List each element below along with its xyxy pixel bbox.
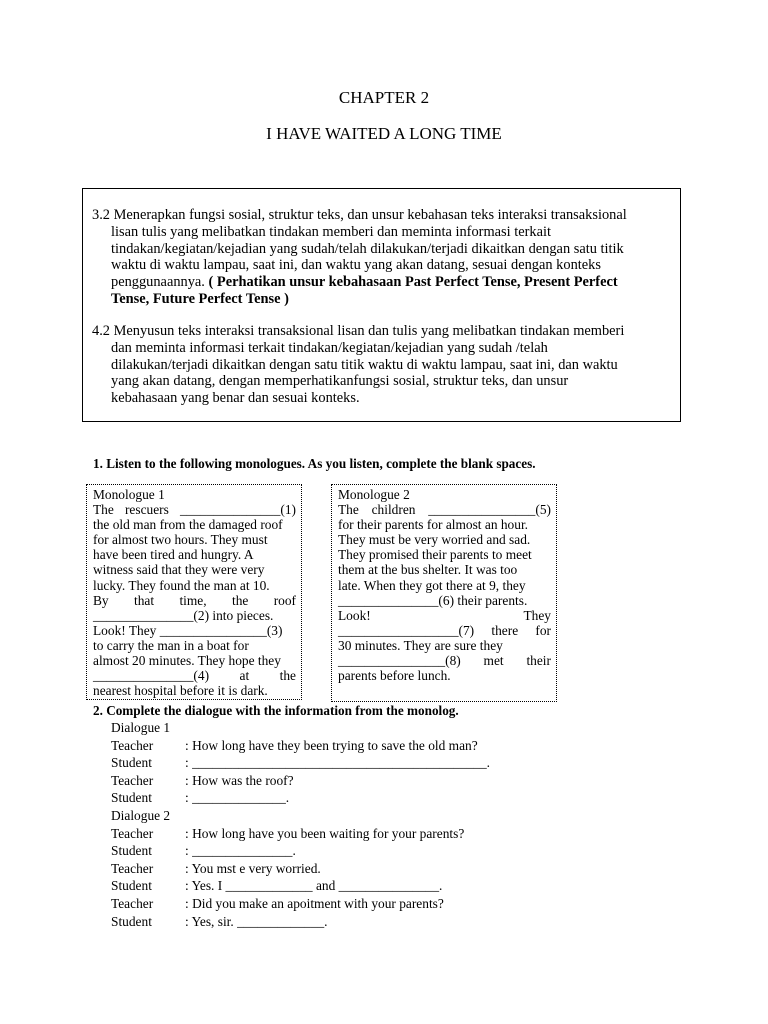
monologue-line: [93, 517, 296, 532]
monologue-1-box: [86, 484, 302, 700]
monologue-text: children: [371, 502, 416, 518]
monologue-line: [338, 653, 551, 668]
monologue-line: [338, 517, 551, 532]
monologue-text: witness said that they were very: [93, 562, 265, 578]
dialogue-line: : _______________.: [185, 843, 296, 859]
monologue-text: _______________(4): [93, 668, 210, 684]
monologue-text: _______________(1): [179, 502, 296, 518]
monologue-text: them at the bus shelter. It was too: [338, 562, 518, 578]
dialogue-line: : How long have they been trying to save the old man?: [185, 737, 478, 753]
kd-line: lisan tulis yang melibatkan tindakan memberi dan meminta informasi terkait: [111, 223, 551, 240]
page-title: I HAVE WAITED A LONG TIME: [266, 124, 502, 143]
monologue-line: [93, 608, 296, 623]
speaker-label: Student: [111, 843, 152, 859]
kd-line: tindakan/kegiatan/kejadian yang sudah/telah dilakukan/terjadi dikaitkan dengan satu titik: [111, 240, 624, 257]
dialogues: [111, 719, 531, 930]
kd-line: kebahasaan yang benar dan sesuai konteks.: [111, 390, 360, 407]
dialogue-line: : ____________________________________________.: [185, 755, 491, 771]
monologue-line: [93, 562, 296, 577]
speaker-label: Student: [111, 913, 152, 929]
monologue-text: nearest hospital before it is dark.: [93, 683, 268, 699]
monologue-text: have been tired and hungry. A: [93, 547, 254, 563]
monologue-text: They must be very worried and sad.: [338, 532, 531, 548]
monologue-text: that: [134, 592, 155, 608]
dialogue-row: [111, 789, 531, 807]
monologue-line: [338, 532, 551, 547]
monologue-text: _______________(6) their parents.: [338, 592, 528, 608]
monologue-line: [338, 638, 551, 653]
monologue-text: at: [239, 668, 250, 684]
kd-line: 4.2 Menyusun teks interaksi transaksional lisan dan tulis yang melibatkan tindakan memberi: [92, 323, 625, 339]
monologue-line: [93, 593, 296, 608]
monologue-line: [338, 502, 551, 517]
monologue-text: Look! They ________________(3): [93, 622, 283, 638]
speaker-label: Teacher: [111, 825, 154, 841]
section-1-heading: 1. Listen to the following monologues. As you listen, complete the blank spaces.: [93, 456, 536, 471]
speaker-label: Student: [111, 755, 152, 771]
monologue-text: ________________(5): [428, 502, 551, 518]
kd-emphasis: Tense, Future Perfect Tense ): [111, 290, 289, 307]
kd-line: dan meminta informasi terkait tindakan/kegiatan/kejadian yang sudah /telah: [111, 339, 548, 356]
dialogue-line: : How was the roof?: [185, 772, 294, 788]
monologue-text: __________________(7): [338, 622, 475, 638]
monologue-text: to carry the man in a boat for: [93, 637, 249, 653]
kd-emphasis: ( Perhatikan unsur kebahasaan Past Perfect Tense, Present Perfect: [208, 274, 618, 291]
monologue-text: time,: [179, 592, 207, 608]
monologue-text: ________________(8): [338, 653, 461, 669]
speaker-label: Teacher: [111, 737, 154, 753]
monologue-text: The: [338, 502, 359, 518]
dialogue-row: [111, 895, 531, 913]
monologue-text: for almost two hours. They must: [93, 532, 268, 548]
dialogue-1: [111, 737, 531, 807]
monologue-title: Monologue 1: [93, 487, 165, 502]
dialogue-2-title: Dialogue 2: [111, 807, 171, 823]
monologue-text: late. When they got there at 9, they: [338, 577, 526, 593]
kd-text: penggunaannya.: [111, 274, 209, 291]
monologue-line: [93, 502, 296, 517]
monologue-line: [338, 668, 551, 683]
kd-line: [92, 274, 672, 291]
monologue-text: They promised their parents to meet: [338, 547, 532, 563]
speaker-label: Student: [111, 790, 152, 806]
monologue-text: 30 minutes. They are sure they: [338, 637, 503, 653]
speaker-label: Teacher: [111, 895, 154, 911]
dialogue-row: [111, 860, 531, 878]
monologue-text: rescuers: [124, 502, 169, 518]
kd-3-2: [92, 207, 672, 308]
monologue-line: [338, 608, 551, 623]
dialogue-row: [111, 913, 531, 931]
monologue-text: the old man from the damaged roof: [93, 517, 283, 533]
monologue-line: [93, 668, 296, 683]
monologue-line: [338, 562, 551, 577]
monologue-text: almost 20 minutes. They hope they: [93, 653, 281, 669]
monologue-text: there: [491, 622, 519, 638]
speaker-label: Student: [111, 878, 152, 894]
dialogue-line: : How long have you been waiting for your parents?: [185, 825, 465, 841]
monologue-text: parents before lunch.: [338, 668, 451, 684]
competency-box: [82, 188, 681, 422]
kd-line: yang akan datang, dengan memperhatikanfungsi sosial, struktur teks, dan unsur: [111, 373, 569, 390]
monologue-line: [93, 532, 296, 547]
dialogue-row: [111, 737, 531, 755]
kd-line: dilakukan/terjadi dikaitkan dengan satu titik waktu di waktu lampau, saat ini, dan waktu: [111, 356, 618, 373]
monologue-text: their: [526, 653, 551, 669]
monologue-text: The: [93, 502, 114, 518]
kd-line: [92, 291, 672, 308]
dialogue-line: : You mst e very worried.: [185, 860, 321, 876]
monologue-2-box: [331, 484, 557, 702]
dialogue-line: : Yes. I _____________ and _______________.: [185, 878, 443, 894]
monologue-text: _______________(2) into pieces.: [93, 607, 274, 623]
dialogue-2: [111, 825, 531, 931]
monologue-text: lucky. They found the man at 10.: [93, 577, 270, 593]
monologue-text: the: [231, 592, 249, 608]
dialogue-1-title: Dialogue 1: [111, 720, 171, 735]
monologue-text: met: [483, 653, 504, 669]
monologue-text: They: [523, 607, 551, 623]
monologue-line: [338, 547, 551, 562]
monologue-text: the: [279, 668, 296, 684]
monologue-text: Look!: [338, 607, 371, 623]
monologue-text: for: [535, 622, 551, 638]
monologue-line: [338, 578, 551, 593]
dialogue-line: : Yes, sir. _____________.: [185, 913, 328, 929]
monologue-line: [93, 623, 296, 638]
dialogue-line: : Did you make an apoitment with your parents?: [185, 895, 444, 911]
kd-4-2: [92, 323, 672, 407]
monologue-line: [338, 623, 551, 638]
monologue-line: [338, 593, 551, 608]
section-2-heading: 2. Complete the dialogue with the information from the monolog.: [93, 703, 459, 718]
monologue-text: for their parents for almost an hour.: [338, 517, 529, 533]
dialogue-row: [111, 877, 531, 895]
monologue-line: [93, 683, 296, 698]
kd-line: 3.2 Menerapkan fungsi sosial, struktur teks, dan unsur kebahasan teks interaksi transaksional: [92, 207, 627, 223]
dialogue-row: [111, 772, 531, 790]
monologue-line: [93, 578, 296, 593]
monologue-line: [93, 653, 296, 668]
dialogue-row: [111, 754, 531, 772]
monologue-line: [93, 638, 296, 653]
dialogue-row: [111, 842, 531, 860]
kd-line: waktu di waktu lampau, saat ini, dan waktu yang akan datang, sesuai dengan konteks: [111, 257, 601, 274]
speaker-label: Teacher: [111, 772, 154, 788]
dialogue-line: : ______________.: [185, 790, 290, 806]
speaker-label: Teacher: [111, 860, 154, 876]
monologue-title: Monologue 2: [338, 487, 410, 502]
monologue-text: roof: [273, 592, 296, 608]
monologue-text: By: [93, 592, 109, 608]
dialogue-row: [111, 825, 531, 843]
monologue-line: [93, 547, 296, 562]
chapter-heading: CHAPTER 2: [338, 88, 430, 107]
